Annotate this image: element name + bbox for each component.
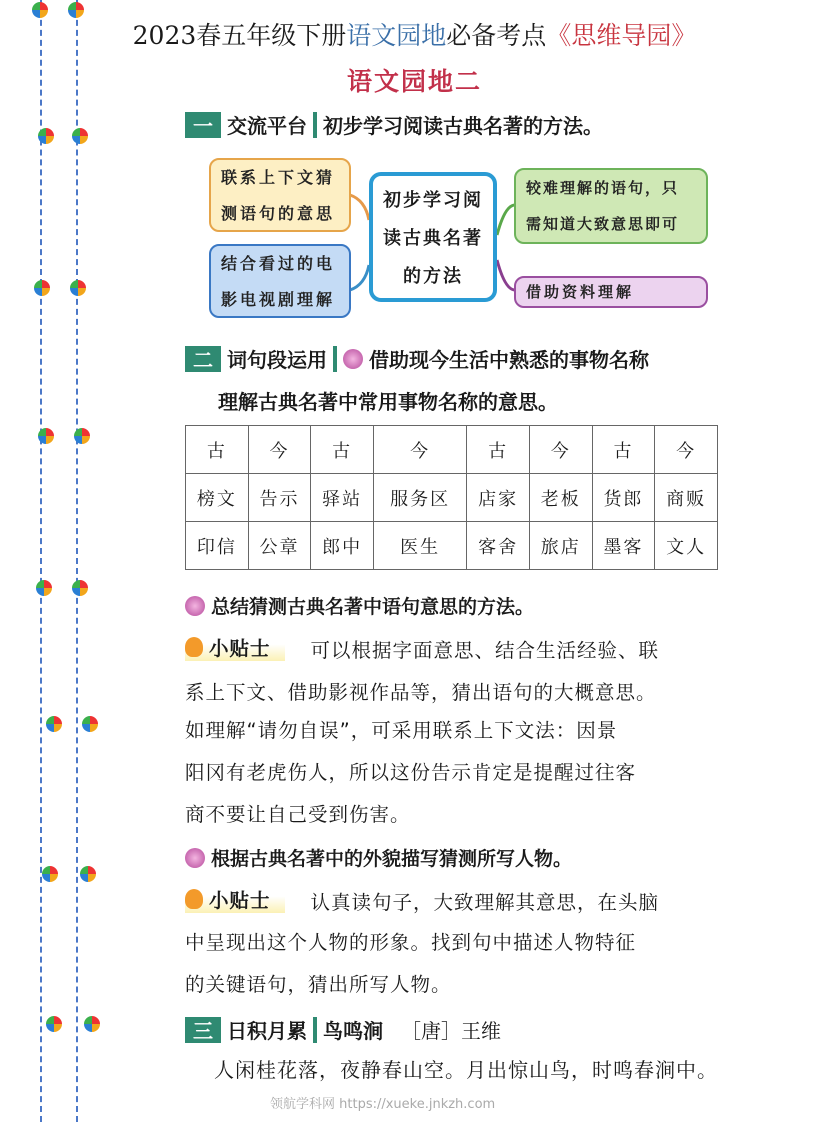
bullet-heading: 根据古典名著中的外貌描写猜测所写人物。: [185, 844, 572, 871]
table-cell: 今: [529, 426, 592, 474]
lightbulb-icon: [185, 637, 203, 657]
table-row: [186, 522, 718, 570]
tip-line: 商不要让自己受到伤害。: [185, 803, 411, 826]
table-cell: 旅店: [529, 522, 592, 570]
page-subtitle: 语文园地二: [346, 67, 482, 96]
pinwheel-icon: [80, 866, 96, 882]
pinwheel-icon: [46, 1016, 62, 1032]
tip-line: 阳冈有老虎伤人，所以这份告示肯定是提醒过往客: [185, 761, 637, 784]
brain-icon: [343, 349, 363, 369]
table-cell: 今: [374, 426, 467, 474]
table-cell: 店家: [467, 474, 530, 522]
table-cell: 老板: [529, 474, 592, 522]
pinwheel-icon: [74, 428, 90, 444]
pinwheel-icon: [46, 716, 62, 732]
mindmap-node: 较难理解的语句，只 需知道大致意思即可: [514, 168, 708, 244]
mindmap-node: 借助资料理解: [514, 276, 708, 308]
mindmap-center: 初步学习阅 读古典名著 的方法: [369, 172, 497, 302]
pinwheel-icon: [38, 428, 54, 444]
section-1-header: 一 交流平台 初步学习阅读古典名著的方法。: [185, 110, 603, 139]
table-cell: 印信: [186, 522, 249, 570]
poem-text: 人闲桂花落，夜静春山空。月出惊山鸟，时鸣春涧中。: [214, 1058, 718, 1082]
table-cell: 文人: [655, 522, 718, 570]
table-cell: 商贩: [655, 474, 718, 522]
table-cell: 公章: [248, 522, 311, 570]
tip-line: 系上下文、借助影视作品等，猜出语句的大概意思。: [185, 681, 657, 704]
table-cell: 古: [186, 426, 249, 474]
pinwheel-icon: [84, 1016, 100, 1032]
tip-line: 小贴士 认真读句子，大致理解其意思，在头脑: [185, 885, 659, 915]
table-cell: 古: [467, 426, 530, 474]
tip-line: 中呈现出这个人物的形象。找到句中描述人物特征: [185, 931, 637, 954]
bullet-heading: 总结猜测古典名著中语句意思的方法。: [185, 592, 534, 619]
tip-line: 的关键语句，猜出所写人物。: [185, 973, 452, 996]
table-row: [186, 474, 718, 522]
brain-icon: [185, 596, 205, 616]
page-title: 2023春五年级下册语文园地必备考点《思维导园》: [132, 21, 697, 50]
pinwheel-icon: [36, 580, 52, 596]
table-cell: 客舍: [467, 522, 530, 570]
table-cell: 驿站: [311, 474, 374, 522]
watermark: 领航学科网 https://xueke.jnkzh.com: [270, 1097, 496, 1112]
mindmap-node: 结合看过的电 影电视剧理解: [209, 244, 351, 318]
table-cell: 郎中: [311, 522, 374, 570]
section-2-header: 二 词句段运用 借助现今生活中熟悉的事物名称: [185, 344, 649, 373]
section-3-header: 三 日积月累 鸟鸣涧 ［唐］王维: [185, 1015, 501, 1044]
table-cell: 榜文: [186, 474, 249, 522]
pinwheel-icon: [82, 716, 98, 732]
tip-line: 如理解“请勿自误”，可采用联系上下文法：因景: [185, 719, 618, 742]
vocab-table: [185, 425, 718, 570]
tip-line: 小贴士 可以根据字面意思、结合生活经验、联: [185, 633, 659, 663]
brain-icon: [185, 848, 205, 868]
table-cell: 医生: [374, 522, 467, 570]
mindmap-node: 联系上下文猜 测语句的意思: [209, 158, 351, 232]
table-cell: 货郎: [592, 474, 655, 522]
pinwheel-icon: [42, 866, 58, 882]
table-row: [186, 426, 718, 474]
table-cell: 古: [592, 426, 655, 474]
table-cell: 服务区: [374, 474, 467, 522]
lightbulb-icon: [185, 889, 203, 909]
table-cell: 今: [655, 426, 718, 474]
table-cell: 墨客: [592, 522, 655, 570]
table-cell: 告示: [248, 474, 311, 522]
table-cell: 古: [311, 426, 374, 474]
section-2-desc: 理解古典名著中常用事物名称的意思。: [218, 390, 558, 414]
pinwheel-icon: [72, 580, 88, 596]
table-cell: 今: [248, 426, 311, 474]
